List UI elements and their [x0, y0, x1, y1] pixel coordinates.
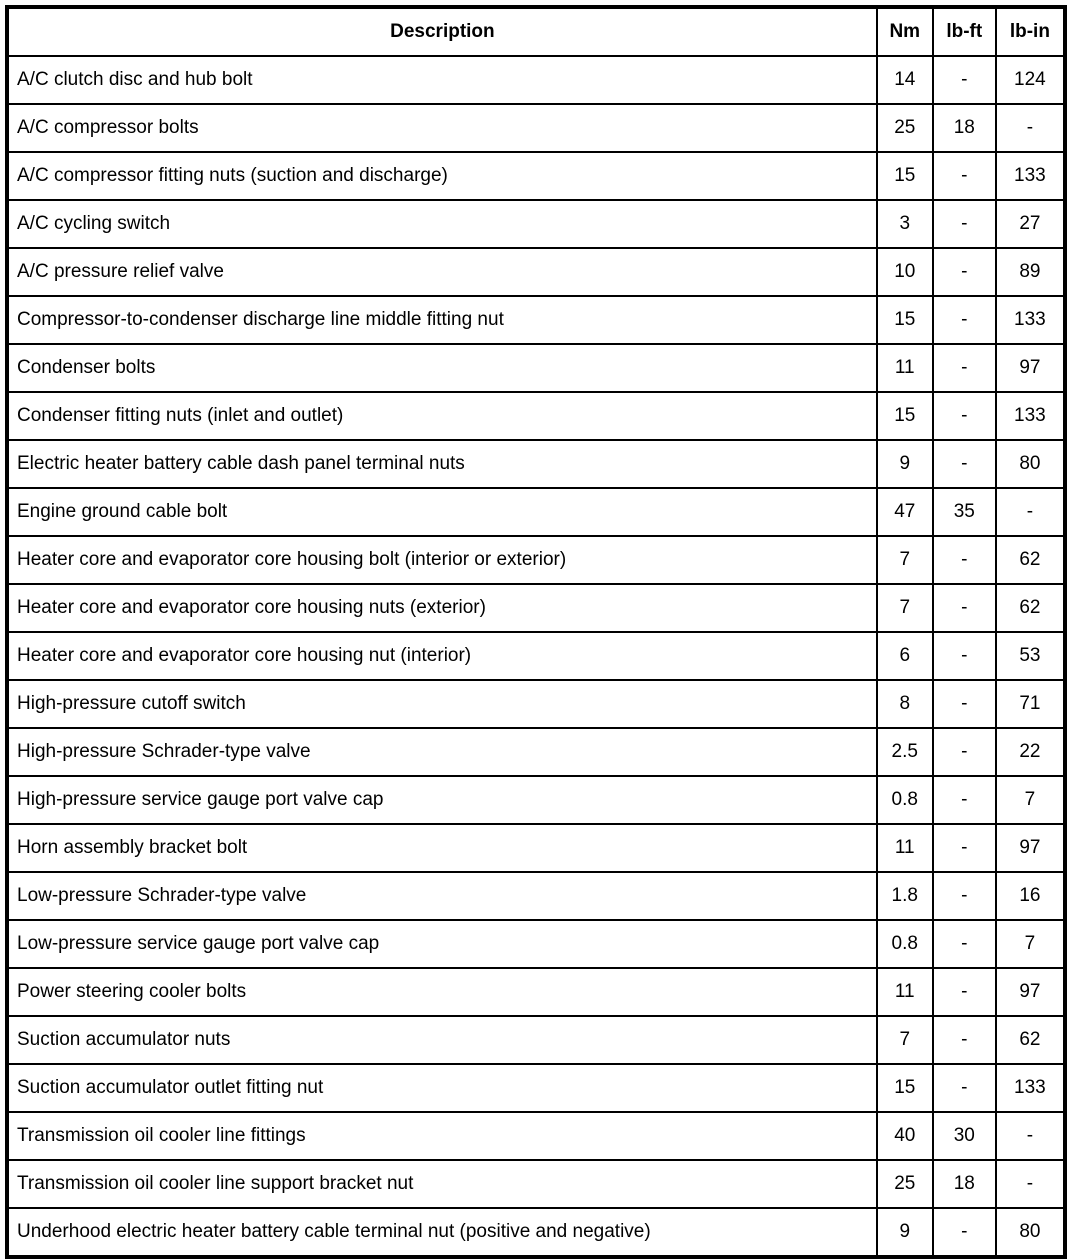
- row-nm-value: 11: [877, 824, 933, 872]
- row-description: Transmission oil cooler line fittings: [7, 1112, 877, 1160]
- row-lb-ft-value: -: [933, 56, 996, 104]
- table-row: [7, 824, 1065, 872]
- table-row: [7, 1112, 1065, 1160]
- row-description: Electric heater battery cable dash panel terminal nuts: [7, 440, 877, 488]
- row-nm-value: 15: [877, 392, 933, 440]
- table-row: [7, 440, 1065, 488]
- table-row: [7, 584, 1065, 632]
- row-nm-value: 0.8: [877, 776, 933, 824]
- row-lb-in-value: 62: [996, 1016, 1065, 1064]
- row-description: Transmission oil cooler line support bracket nut: [7, 1160, 877, 1208]
- row-lb-ft-value: -: [933, 776, 996, 824]
- table-row: [7, 872, 1065, 920]
- row-lb-ft-value: -: [933, 200, 996, 248]
- row-description: Condenser fitting nuts (inlet and outlet): [7, 392, 877, 440]
- row-lb-in-value: 80: [996, 440, 1065, 488]
- col-header-lb-ft: lb-ft: [933, 7, 996, 56]
- table-row: [7, 104, 1065, 152]
- row-nm-value: 9: [877, 440, 933, 488]
- row-nm-value: 25: [877, 1160, 933, 1208]
- table-row: [7, 1064, 1065, 1112]
- row-description: A/C compressor bolts: [7, 104, 877, 152]
- row-lb-in-value: 71: [996, 680, 1065, 728]
- row-lb-ft-value: -: [933, 536, 996, 584]
- table-row: [7, 968, 1065, 1016]
- row-nm-value: 15: [877, 152, 933, 200]
- row-nm-value: 47: [877, 488, 933, 536]
- table-row: [7, 56, 1065, 104]
- row-description: High-pressure service gauge port valve cap: [7, 776, 877, 824]
- table-row: [7, 632, 1065, 680]
- row-description: A/C cycling switch: [7, 200, 877, 248]
- table-row: [7, 248, 1065, 296]
- row-description: Suction accumulator nuts: [7, 1016, 877, 1064]
- row-lb-ft-value: -: [933, 248, 996, 296]
- row-description: Underhood electric heater battery cable terminal nut (positive and negative): [7, 1208, 877, 1257]
- row-lb-in-value: 133: [996, 1064, 1065, 1112]
- col-header-description: Description: [7, 7, 877, 56]
- table-row: [7, 344, 1065, 392]
- row-lb-in-value: 53: [996, 632, 1065, 680]
- row-nm-value: 7: [877, 584, 933, 632]
- row-description: Low-pressure service gauge port valve cap: [7, 920, 877, 968]
- row-nm-value: 15: [877, 296, 933, 344]
- row-nm-value: 3: [877, 200, 933, 248]
- row-description: Horn assembly bracket bolt: [7, 824, 877, 872]
- row-description: High-pressure cutoff switch: [7, 680, 877, 728]
- row-lb-ft-value: -: [933, 632, 996, 680]
- table-row: [7, 776, 1065, 824]
- table-row: [7, 1016, 1065, 1064]
- row-description: Suction accumulator outlet fitting nut: [7, 1064, 877, 1112]
- table-row: [7, 728, 1065, 776]
- table-row: [7, 536, 1065, 584]
- row-nm-value: 7: [877, 1016, 933, 1064]
- row-nm-value: 6: [877, 632, 933, 680]
- row-lb-ft-value: -: [933, 968, 996, 1016]
- row-lb-ft-value: -: [933, 152, 996, 200]
- row-lb-in-value: 27: [996, 200, 1065, 248]
- row-lb-ft-value: -: [933, 392, 996, 440]
- row-lb-ft-value: 35: [933, 488, 996, 536]
- row-lb-in-value: 80: [996, 1208, 1065, 1257]
- row-lb-ft-value: -: [933, 1064, 996, 1112]
- row-description: A/C pressure relief valve: [7, 248, 877, 296]
- row-lb-ft-value: -: [933, 344, 996, 392]
- row-lb-in-value: 133: [996, 152, 1065, 200]
- row-nm-value: 7: [877, 536, 933, 584]
- table-row: [7, 1160, 1065, 1208]
- table-row: [7, 920, 1065, 968]
- row-lb-ft-value: 18: [933, 104, 996, 152]
- row-lb-in-value: 7: [996, 920, 1065, 968]
- row-lb-in-value: 97: [996, 968, 1065, 1016]
- row-description: High-pressure Schrader-type valve: [7, 728, 877, 776]
- row-lb-in-value: 16: [996, 872, 1065, 920]
- row-description: Condenser bolts: [7, 344, 877, 392]
- row-lb-ft-value: -: [933, 296, 996, 344]
- row-lb-in-value: 62: [996, 536, 1065, 584]
- row-lb-in-value: 97: [996, 824, 1065, 872]
- table-row: [7, 392, 1065, 440]
- row-description: Heater core and evaporator core housing bolt (interior or exterior): [7, 536, 877, 584]
- row-lb-in-value: 62: [996, 584, 1065, 632]
- row-nm-value: 0.8: [877, 920, 933, 968]
- row-lb-in-value: 133: [996, 392, 1065, 440]
- row-description: Power steering cooler bolts: [7, 968, 877, 1016]
- row-lb-in-value: 97: [996, 344, 1065, 392]
- row-lb-ft-value: 18: [933, 1160, 996, 1208]
- row-nm-value: 11: [877, 344, 933, 392]
- row-lb-ft-value: -: [933, 728, 996, 776]
- row-lb-ft-value: -: [933, 824, 996, 872]
- table-row: [7, 1208, 1065, 1257]
- table-body: [7, 56, 1065, 1257]
- row-lb-ft-value: -: [933, 440, 996, 488]
- row-nm-value: 10: [877, 248, 933, 296]
- row-lb-ft-value: 30: [933, 1112, 996, 1160]
- table-row: [7, 680, 1065, 728]
- row-nm-value: 8: [877, 680, 933, 728]
- row-lb-ft-value: -: [933, 872, 996, 920]
- row-description: Heater core and evaporator core housing nut (interior): [7, 632, 877, 680]
- row-lb-in-value: 133: [996, 296, 1065, 344]
- row-nm-value: 25: [877, 104, 933, 152]
- row-nm-value: 11: [877, 968, 933, 1016]
- row-lb-in-value: 22: [996, 728, 1065, 776]
- row-nm-value: 2.5: [877, 728, 933, 776]
- col-header-lb-in: lb-in: [996, 7, 1065, 56]
- row-lb-ft-value: -: [933, 680, 996, 728]
- row-lb-in-value: 124: [996, 56, 1065, 104]
- row-description: Engine ground cable bolt: [7, 488, 877, 536]
- row-nm-value: 14: [877, 56, 933, 104]
- row-lb-ft-value: -: [933, 1208, 996, 1257]
- row-nm-value: 1.8: [877, 872, 933, 920]
- row-nm-value: 9: [877, 1208, 933, 1257]
- table-row: [7, 152, 1065, 200]
- row-description: A/C clutch disc and hub bolt: [7, 56, 877, 104]
- row-description: Low-pressure Schrader-type valve: [7, 872, 877, 920]
- row-description: Compressor-to-condenser discharge line middle fitting nut: [7, 296, 877, 344]
- header-row: [7, 7, 1065, 56]
- row-description: Heater core and evaporator core housing nuts (exterior): [7, 584, 877, 632]
- col-header-nm: Nm: [877, 7, 933, 56]
- row-nm-value: 15: [877, 1064, 933, 1112]
- row-description: A/C compressor fitting nuts (suction and discharge): [7, 152, 877, 200]
- row-lb-in-value: -: [996, 1112, 1065, 1160]
- table-row: [7, 488, 1065, 536]
- table-row: [7, 296, 1065, 344]
- row-nm-value: 40: [877, 1112, 933, 1160]
- row-lb-in-value: 7: [996, 776, 1065, 824]
- row-lb-in-value: -: [996, 488, 1065, 536]
- row-lb-ft-value: -: [933, 1016, 996, 1064]
- row-lb-ft-value: -: [933, 920, 996, 968]
- table-row: [7, 200, 1065, 248]
- row-lb-in-value: -: [996, 104, 1065, 152]
- row-lb-ft-value: -: [933, 584, 996, 632]
- row-lb-in-value: -: [996, 1160, 1065, 1208]
- torque-spec-table: [5, 5, 1067, 1259]
- row-lb-in-value: 89: [996, 248, 1065, 296]
